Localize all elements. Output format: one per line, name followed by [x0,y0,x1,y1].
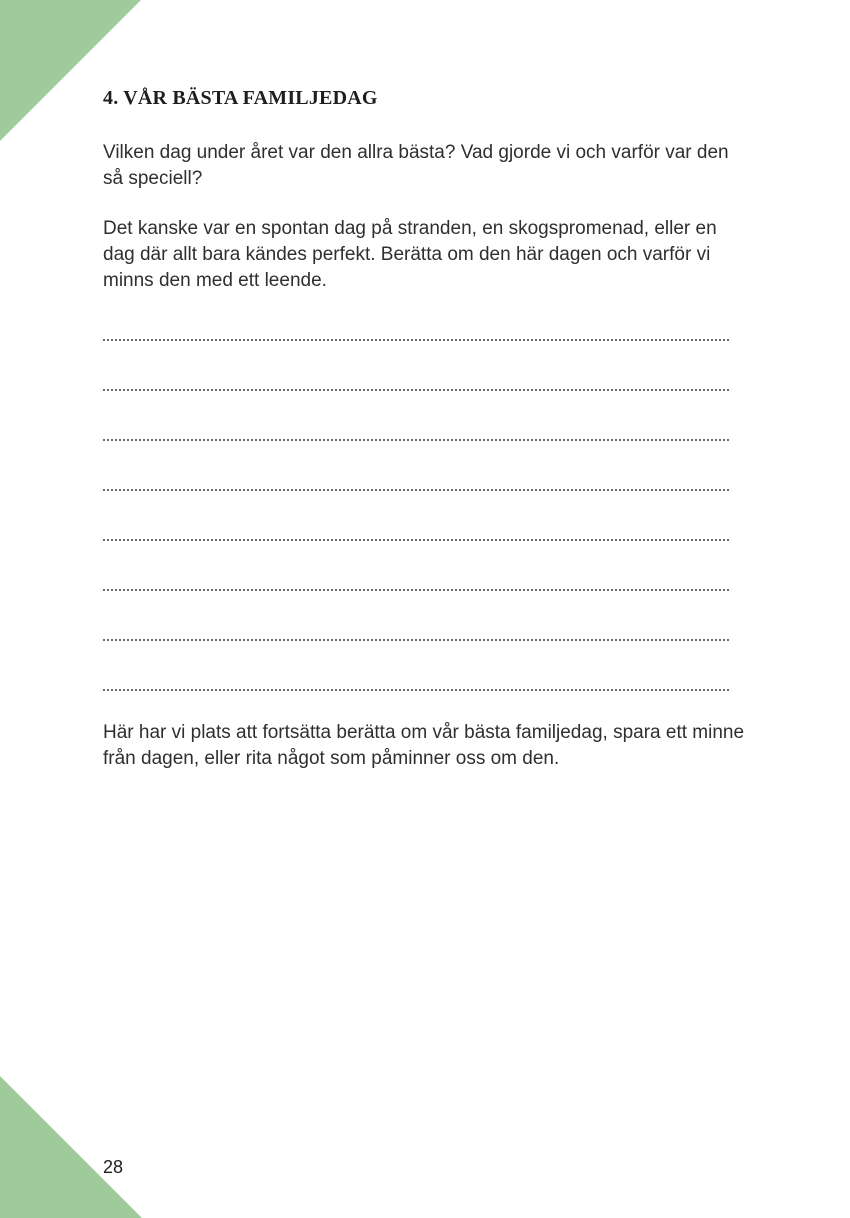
writing-line[interactable] [103,589,729,591]
writing-line[interactable] [103,539,729,541]
continue-note-paragraph: Här har vi plats att fortsätta berätta om vår bästa familjedag, spara ett minne från dagen, eller rita något som påminner oss om den. [103,722,745,769]
writing-line[interactable] [103,439,729,441]
writing-line[interactable] [103,339,729,341]
writing-line[interactable] [103,389,729,391]
bottom-left-corner-triangle [0,1076,142,1218]
writing-line[interactable] [103,639,729,641]
page-title: 4. VÅR BÄSTA FAMILJEDAG [103,87,378,109]
question-paragraph: Vilken dag under året var den allra bästa? Vad gjorde vi och varför var den så speciell? [103,142,729,189]
writing-line[interactable] [103,489,729,491]
prompt-paragraph: Det kanske var en spontan dag på stranden, en skogspromenad, eller en dag där allt bara kändes perfekt. Berätta om den här dagen och varför vi minns den med ett leende. [103,218,717,291]
writing-line[interactable] [103,689,729,691]
page-number: 28 [103,1157,124,1177]
top-left-corner-triangle [0,0,141,141]
